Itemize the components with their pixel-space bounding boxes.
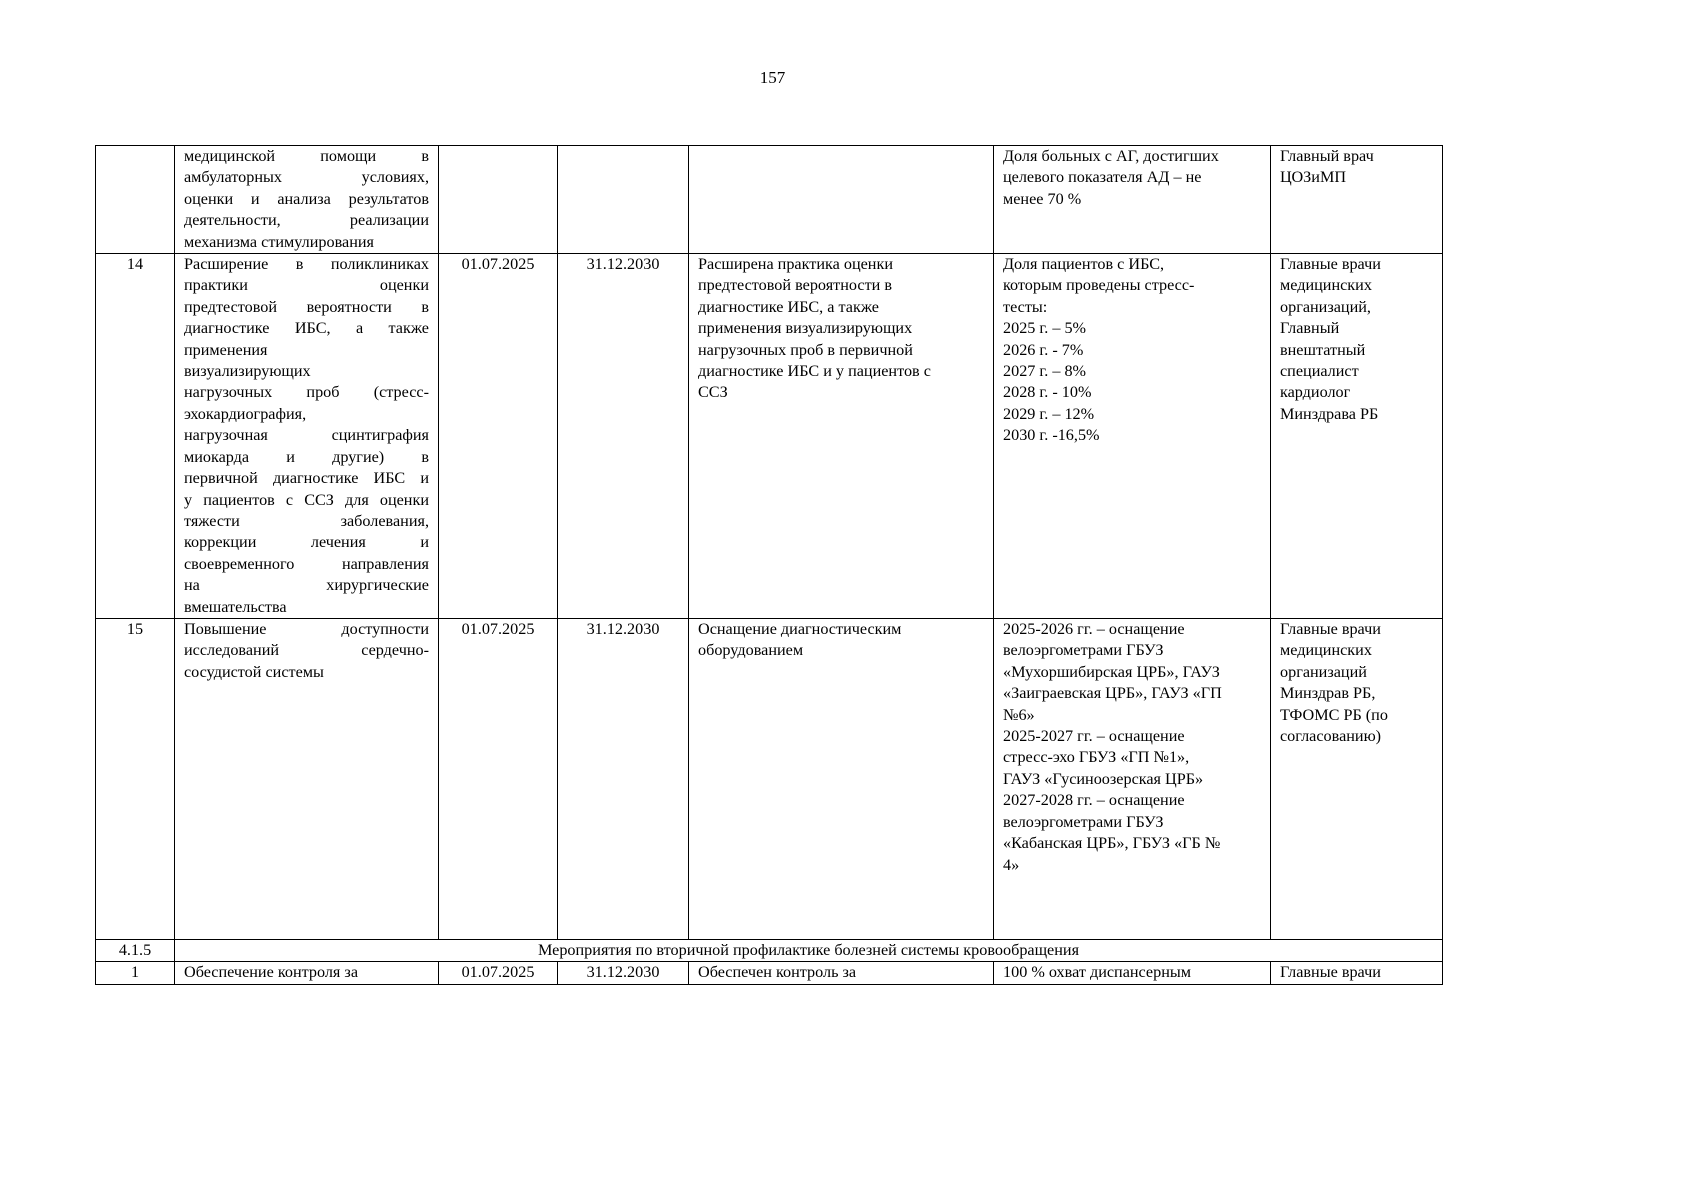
activity-line: Обеспечение контроля за	[184, 963, 359, 982]
row-number-cell	[96, 146, 175, 254]
result-line: Обеспечен контроль за	[698, 963, 857, 982]
indicator-line: 2026 г. - 7%	[1003, 340, 1084, 359]
result-cell	[689, 254, 994, 619]
activity-line: на хирургические	[184, 576, 429, 595]
indicator-line: тесты:	[1003, 297, 1048, 316]
indicator-line: Доля больных с АГ, достигших	[1003, 147, 1219, 165]
responsible-line: кардиолог	[1280, 383, 1351, 402]
activity-line: механизма стимулирования	[184, 232, 374, 251]
result-line: Расширена практика оценки	[698, 255, 893, 274]
result-line: диагностике ИБС, а также	[698, 297, 879, 316]
indicator-line: 2027-2028 гг. – оснащение	[1003, 791, 1185, 810]
indicator-cell	[994, 146, 1271, 254]
activity-line: сосудистой системы	[184, 662, 324, 681]
activity-cell	[175, 962, 439, 984]
indicator-line: менее 70 %	[1003, 189, 1082, 208]
page-number: 157	[759, 68, 786, 87]
indicator-line: 2025-2026 гг. – оснащение	[1003, 620, 1185, 639]
activity-line: амбулаторных условиях,	[184, 168, 429, 187]
activity-line: первичной диагностике ИБС и	[184, 469, 429, 488]
activity-line: практики оценки	[184, 276, 429, 295]
responsible-line: Главные врачи	[1280, 620, 1381, 639]
end-date-cell	[558, 146, 689, 254]
indicator-line: №6»	[1003, 705, 1035, 724]
responsible-line: медицинских	[1280, 641, 1372, 660]
indicator-line: стресс-эхо ГБУЗ «ГП №1»,	[1003, 748, 1190, 767]
responsible-line: Главный	[1280, 319, 1340, 338]
row-number-cell: 14	[96, 254, 175, 619]
activity-line: предтестовой вероятности в	[184, 297, 429, 316]
result-cell	[689, 962, 994, 984]
section-title: Мероприятия по вторичной профилактике болезней системы кровообращения	[175, 940, 1443, 962]
activity-line: применения	[184, 340, 268, 359]
indicator-line: 2028 г. - 10%	[1003, 383, 1092, 402]
responsible-line: медицинских	[1280, 276, 1372, 295]
indicator-line: 2025 г. – 5%	[1003, 319, 1087, 338]
row-number-cell: 1	[96, 962, 175, 984]
start-date-cell: 01.07.2025	[439, 962, 558, 984]
indicator-line: которым проведены стресс-	[1003, 276, 1195, 295]
result-line: предтестовой вероятности в	[698, 276, 893, 295]
indicator-cell	[994, 254, 1271, 619]
table-row	[96, 962, 1443, 984]
result-cell	[689, 146, 994, 254]
responsible-line: Главные врачи	[1280, 963, 1381, 982]
responsible-line: специалист	[1280, 362, 1359, 381]
indicator-cell	[994, 619, 1271, 940]
indicator-line: 4»	[1003, 855, 1020, 874]
result-cell	[689, 619, 994, 940]
activity-line: вмешательства	[184, 597, 287, 616]
end-date-cell: 31.12.2030	[558, 254, 689, 619]
end-date-cell: 31.12.2030	[558, 619, 689, 940]
indicator-line: Доля пациентов с ИБС,	[1003, 255, 1165, 274]
section-number-cell: 4.1.5	[96, 940, 175, 962]
result-line: Оснащение диагностическим	[698, 620, 902, 639]
table-row	[96, 619, 1443, 940]
activity-line: медицинской помощи в	[184, 147, 429, 165]
responsible-line: организаций,	[1280, 297, 1371, 316]
activity-line: эхокардиография,	[184, 404, 307, 423]
responsible-line: Минздрав РБ,	[1280, 684, 1376, 703]
result-line: оборудованием	[698, 641, 804, 660]
responsible-line: Минздрава РБ	[1280, 404, 1379, 423]
table-row	[96, 254, 1443, 619]
result-line: применения визуализирующих	[698, 319, 913, 338]
responsible-line: внештатный	[1280, 340, 1366, 359]
responsible-line: ТФОМС РБ (по	[1280, 705, 1388, 724]
start-date-cell: 01.07.2025	[439, 254, 558, 619]
responsible-line: согласованию)	[1280, 727, 1382, 746]
end-date-cell: 31.12.2030	[558, 962, 689, 984]
indicator-line: ГАУЗ «Гусиноозерская ЦРБ»	[1003, 769, 1204, 788]
indicator-line: 2029 г. – 12%	[1003, 404, 1095, 423]
indicator-line: 2027 г. – 8%	[1003, 362, 1087, 381]
activity-line: Расширение в поликлиниках	[184, 255, 429, 274]
result-line: нагрузочных проб в первичной	[698, 340, 913, 359]
activity-line: миокарда и другие) в	[184, 447, 429, 466]
activity-line: нагрузочная сцинтиграфия	[184, 426, 429, 445]
section-row	[96, 940, 1443, 962]
activity-line: визуализирующих	[184, 362, 311, 381]
indicator-line: «Заиграевская ЦРБ», ГАУЗ «ГП	[1003, 684, 1222, 703]
responsible-cell	[1271, 619, 1443, 940]
indicator-line: 2030 г. -16,5%	[1003, 426, 1100, 445]
responsible-line: организаций	[1280, 662, 1367, 681]
activity-line: деятельности, реализации	[184, 211, 429, 230]
responsible-cell	[1271, 962, 1443, 984]
activity-line: диагностике ИБС, а также	[184, 319, 429, 338]
activity-line: Повышение доступности	[184, 620, 429, 639]
activity-line: тяжести заболевания,	[184, 511, 429, 530]
row-number-cell: 15	[96, 619, 175, 940]
indicator-line: 100 % охват диспансерным	[1003, 963, 1191, 982]
start-date-cell: 01.07.2025	[439, 619, 558, 940]
indicator-line: целевого показателя АД – не	[1003, 168, 1202, 187]
activity-line: у пациентов с ССЗ для оценки	[184, 490, 429, 509]
responsible-cell	[1271, 146, 1443, 254]
indicator-cell	[994, 962, 1271, 984]
responsible-line: Главные врачи	[1280, 255, 1381, 274]
result-line: ССЗ	[698, 383, 728, 402]
activity-cell	[175, 146, 439, 254]
start-date-cell	[439, 146, 558, 254]
table-row	[96, 146, 1443, 254]
responsible-cell	[1271, 254, 1443, 619]
indicator-line: велоэргометрами ГБУЗ	[1003, 812, 1164, 831]
activity-line: коррекции лечения и	[184, 533, 429, 552]
activity-cell	[175, 254, 439, 619]
measures-table	[95, 145, 1443, 985]
activity-line: исследований сердечно-	[184, 641, 429, 660]
indicator-line: «Мухоршибирская ЦРБ», ГАУЗ	[1003, 662, 1220, 681]
activity-cell	[175, 619, 439, 940]
activity-line: своевременного направления	[184, 554, 429, 573]
responsible-line: Главный врач	[1280, 147, 1374, 165]
indicator-line: 2025-2027 гг. – оснащение	[1003, 727, 1185, 746]
result-line: диагностике ИБС и у пациентов с	[698, 362, 931, 381]
activity-line: оценки и анализа результатов	[184, 189, 429, 208]
indicator-line: «Кабанская ЦРБ», ГБУЗ «ГБ №	[1003, 834, 1221, 853]
responsible-line: ЦОЗиМП	[1280, 168, 1347, 187]
indicator-line: велоэргометрами ГБУЗ	[1003, 641, 1164, 660]
activity-line: нагрузочных проб (стресс-	[184, 383, 429, 402]
